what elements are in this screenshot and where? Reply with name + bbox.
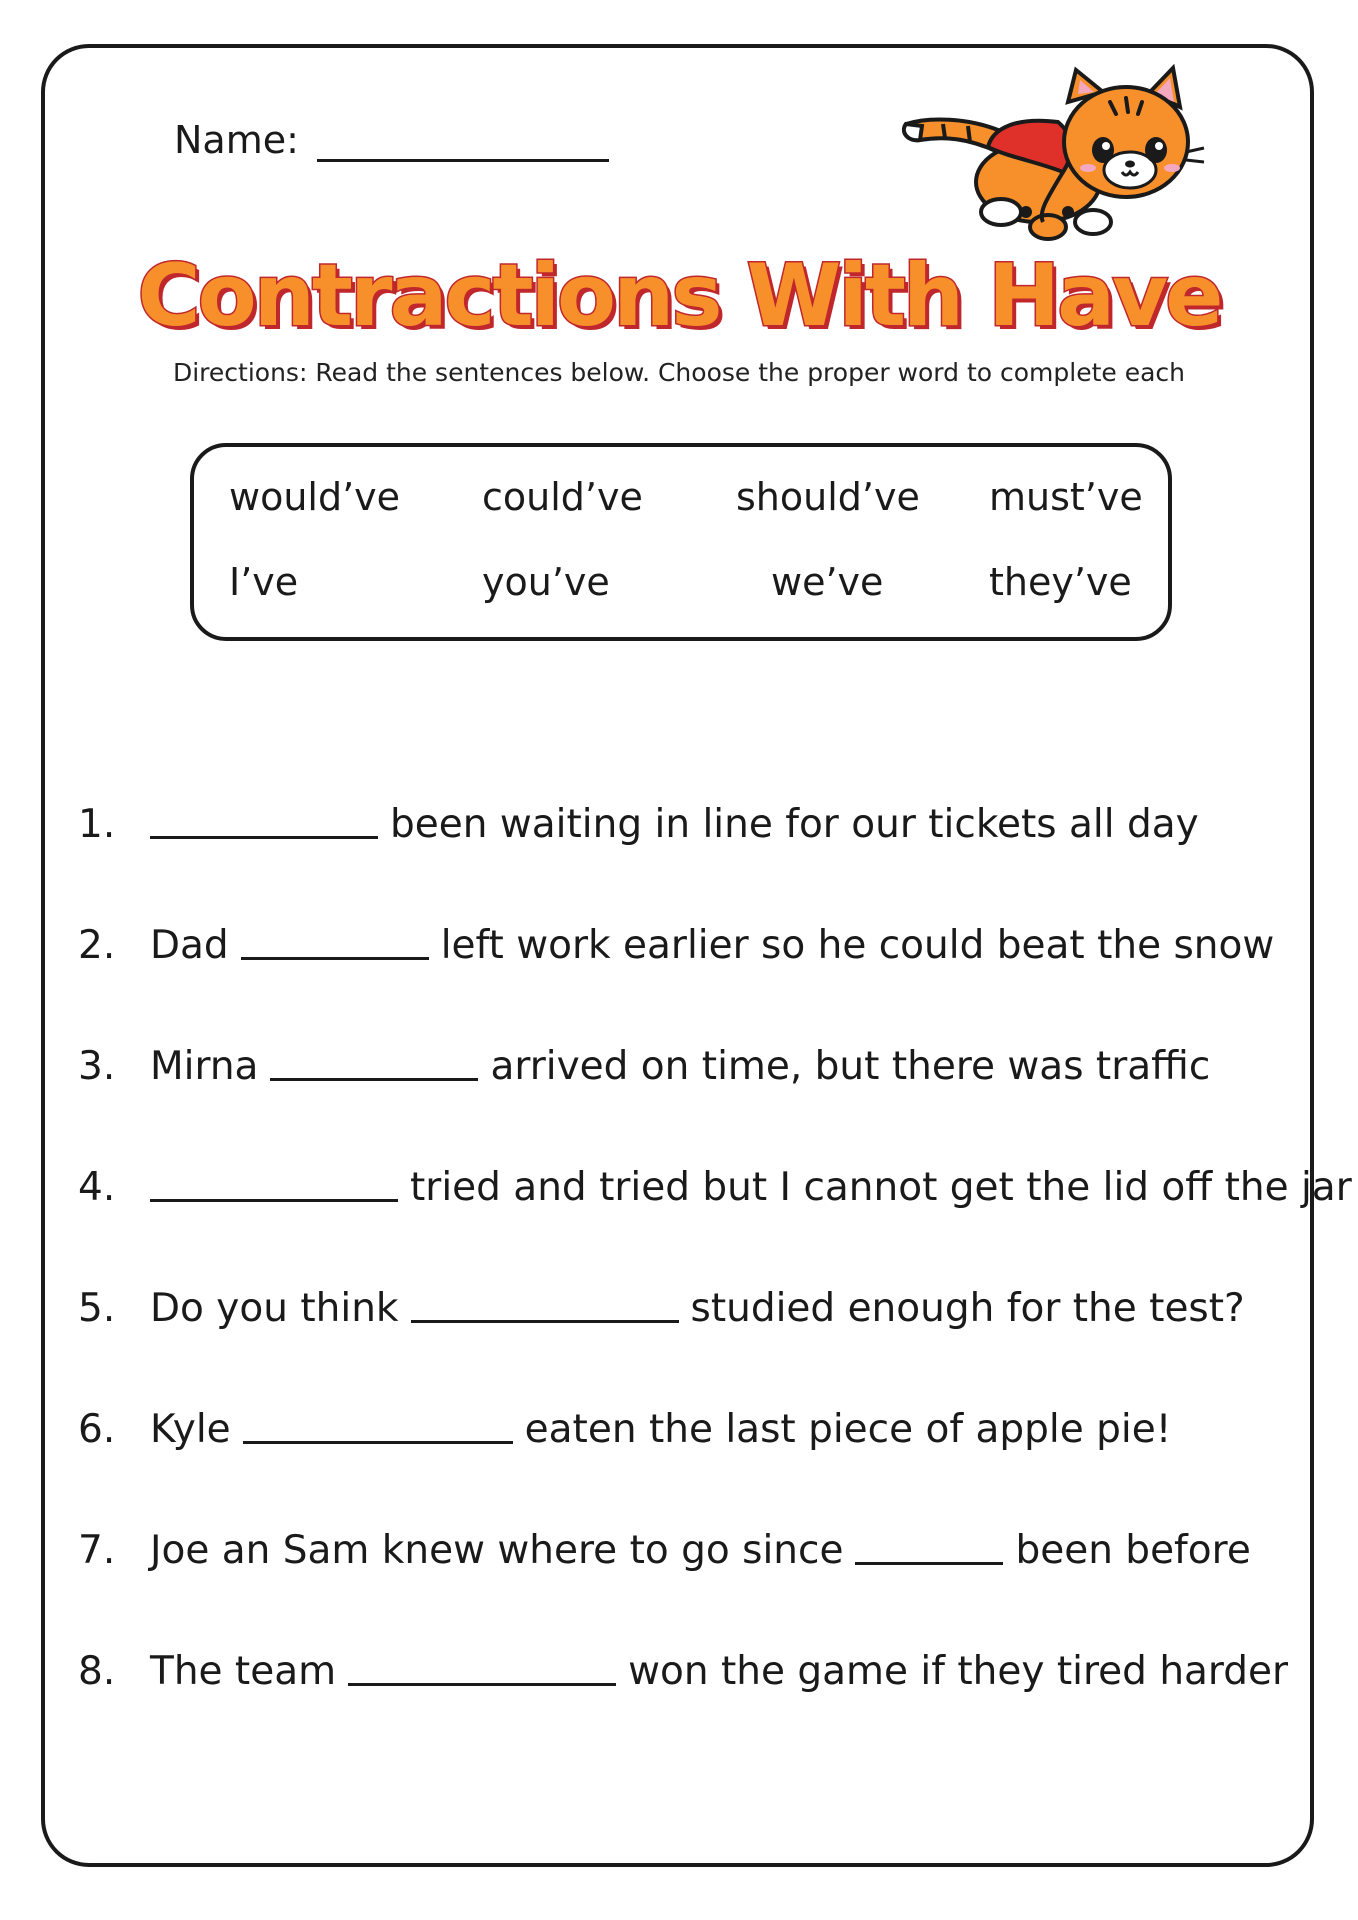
question-text-after: left work earlier so he could beat the snow [440,923,1275,968]
question-text-after: eaten the last piece of apple pie! [524,1407,1172,1452]
name-blank-line[interactable] [317,119,609,162]
name-field [174,118,609,162]
question-text-after: tried and tried but I cannot get the lid off the jar [410,1165,1352,1210]
question-5 [78,1286,1245,1331]
question-text-after: studied enough for the test? [690,1286,1245,1331]
answer-blank[interactable] [855,1561,1003,1565]
question-number: 8. [78,1649,116,1694]
question-2 [78,923,1274,968]
word-bank-item: must’ve [989,475,1143,519]
question-number: 2. [78,923,116,968]
flying-superhero-cat-icon [898,62,1210,252]
question-number: 4. [78,1165,116,1210]
answer-blank[interactable] [270,1077,478,1081]
name-label: Name: [174,118,299,162]
question-text-before: Mirna [150,1044,259,1089]
question-number: 7. [78,1528,116,1573]
word-bank-item: could’ve [482,475,643,519]
question-7 [78,1528,1251,1573]
question-text-before: Joe an Sam knew where to go since [150,1528,844,1573]
question-text-after: been before [1015,1528,1251,1573]
answer-blank[interactable] [411,1319,679,1323]
worksheet-title: Contractions With Have [137,246,1221,346]
answer-blank[interactable] [348,1682,616,1686]
question-number: 5. [78,1286,116,1331]
question-text-before: The team [150,1649,337,1694]
word-bank-item: would’ve [229,475,401,519]
word-bank-item: we’ve [771,560,884,604]
answer-blank[interactable] [150,835,378,839]
question-text-after: won the game if they tired harder [628,1649,1289,1694]
answer-blank[interactable] [150,1198,398,1202]
question-4 [78,1165,1352,1210]
word-bank-item: should’ve [736,475,920,519]
answer-blank[interactable] [243,1440,513,1444]
question-number: 6. [78,1407,116,1452]
question-1 [78,802,1199,847]
word-bank-box [190,443,1172,641]
question-number: 1. [78,802,116,847]
answer-blank[interactable] [241,956,429,960]
question-text-before: Do you think [150,1286,399,1331]
question-text-after: arrived on time, but there was traffic [490,1044,1211,1089]
word-bank-item: they’ve [989,560,1132,604]
question-number: 3. [78,1044,116,1089]
question-text-before: Kyle [150,1407,231,1452]
question-6 [78,1407,1171,1452]
question-text-after: been waiting in line for our tickets all day [390,802,1199,847]
question-3 [78,1044,1210,1089]
word-bank-item: I’ve [229,560,299,604]
question-8 [78,1649,1288,1694]
word-bank-item: you’ve [482,560,610,604]
directions-text: Directions: Read the sentences below. Choose the proper word to complete each [172,358,1186,387]
question-text-before: Dad [150,923,229,968]
